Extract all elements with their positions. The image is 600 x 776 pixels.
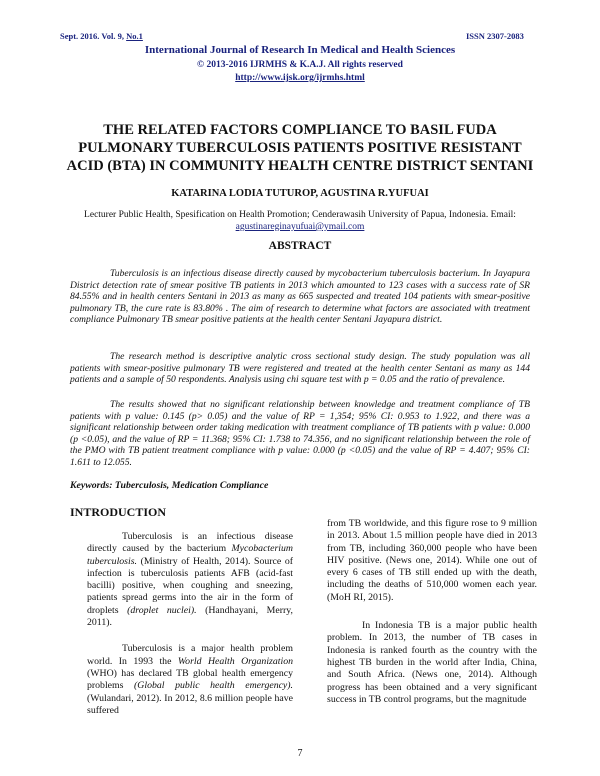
issn: ISSN 2307-2083: [466, 31, 524, 41]
affiliation: Lecturer Public Health, Spesification on Health Promotion; Cenderawasih University of Papua, Indonesia. Email: agustinareginayufuai@ymail.com: [84, 210, 516, 232]
body-paragraph: from TB worldwide, and this figure rose to 9 million in 2013. About 1.5 million people have died in 2013 from TB, including 360,000 people who have been HIV positive. (News one, 2014). While one out of every 6 cases of TB still ended up with the death, including the deaths of 510,000 women each year. (MoH RI, 2015).: [327, 518, 537, 603]
journal-url-link[interactable]: http://www.ijsk.org/ijrmhs.html: [235, 73, 365, 83]
title-line: ACID (BTA) IN COMMUNITY HEALTH CENTRE DISTRICT SENTANI: [66, 158, 534, 174]
title-line: PULMONARY TUBERCULOSIS PATIENTS POSITIVE RESISTANT: [78, 140, 522, 156]
email-link[interactable]: agustinareginayufuai@ymail.com: [235, 222, 365, 232]
issue-info: Sept. 2016. Vol. 9, No.1: [60, 31, 143, 41]
body-paragraph: Tuberculosis is a major health problem world. In 1993 the World Health Organization (WHO) has declared TB global health emergency problems (Global public health emergency). (Wulandari, 2012). In 2012, 8.6 million people have suffered: [87, 643, 293, 716]
authors: KATARINA LODIA TUTUROP, AGUSTINA R.YUFUAI: [171, 188, 429, 199]
abstract-paragraph: Tuberculosis is an infectious disease directly caused by mycobacterium tuberculosis bacterium. In Jayapura District detection rate of smear positive TB patients in 2013 which amounted to 123 cases with a success rate of SR 84.55% and in health centers Sentani in 2013 as many as 665 suspected and treated 104 patients with smear-positive pulmonary TB, the cure rate is 83.80% . The aim of research to determine what factors are associated with treatment compliance Pulmonary TB smear positive patients at the health center Sentani Jayapura district.: [70, 268, 530, 326]
body-paragraph: In Indonesia TB is a major public health problem. In 2013, the number of TB cases in Indonesia is ranked fourth as the country with the highest TB burden in the world after India, China, and South Africa. (News one, 2014). Although progress has been obtained and a very significant success in TB control programs, but the magnitude: [327, 620, 537, 705]
right-column: [327, 518, 537, 706]
keywords: Keywords: Tuberculosis, Medication Compliance: [70, 480, 269, 491]
abstract-paragraph: The research method is descriptive analytic cross sectional study design. The study population was all patients with smear-positive pulmonary TB were registered and treated at the health center Sentani as many as 144 patients and a sample of 50 respondents. Analysis using chi square test with p = 0.05 and the ratio of prevalence.: [70, 351, 530, 386]
issue-number-link[interactable]: No.1: [126, 31, 143, 41]
journal-title: International Journal of Research In Medical and Health Sciences: [144, 44, 456, 56]
abstract-paragraph: The results showed that no significant relationship between knowledge and treatment compliance of TB patients with p value: 0.145 (p> 0.05) and the value of RP = 1,354; 95% CI: 0.953 to 1.922, and there was a significant relationship between order taking medication with treatment compliance of TB patients with p value: 0.000 (p <0.05), and the value of RP = 11.368; 95% CI: 1.738 to 74.356, and no significant relationship between the role of the PMO with TB patient treatment compliance with p value: 0.000 (p <0.05) and the value of RP = 4.407; 95% CI: 1.611 to 12.055.: [70, 399, 530, 468]
title-line: THE RELATED FACTORS COMPLIANCE TO BASIL FUDA: [103, 122, 497, 138]
abstract-heading: ABSTRACT: [268, 240, 332, 252]
page-number: 7: [297, 748, 303, 759]
left-column: [87, 531, 293, 717]
copyright-line: © 2013-2016 IJRMHS & K.A.J. All rights reserved: [197, 60, 403, 70]
paper-title: [50, 121, 550, 175]
body-paragraph: Tuberculosis is an infectious disease directly caused by the bacterium Mycobacterium tuberculosis. (Ministry of Health, 2014). Source of infection is tuberculosis patients AFB (acid-fast bacilli) positive, when coughing and sneezing, patients spread germs into the air in the form of droplets (droplet nuclei). (Handhayani, Merry, 2011).: [87, 531, 293, 629]
introduction-heading: INTRODUCTION: [70, 505, 167, 519]
